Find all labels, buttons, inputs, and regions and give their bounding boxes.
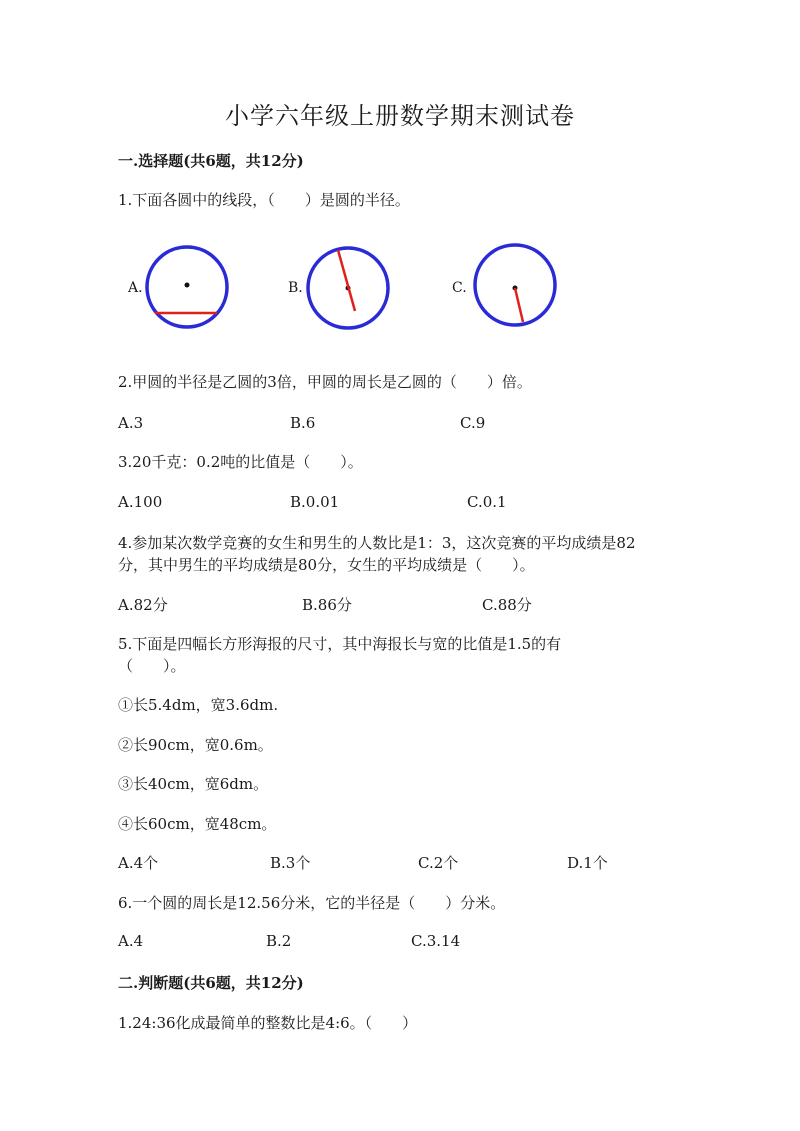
center-dot-a: [185, 283, 190, 288]
question-6: 6.一个圆的周长是12.56分米，它的半径是（ ）分米。: [118, 894, 506, 912]
segment-c-radius: [515, 288, 523, 322]
q4-option-c[interactable]: C.88分: [482, 596, 532, 614]
q6-option-b[interactable]: B.2: [266, 932, 292, 950]
figure-a: [147, 247, 227, 327]
figure-label-a: A.: [128, 280, 143, 296]
q5-option-b[interactable]: B.3个: [270, 854, 311, 872]
judge-question-1: 1.24:36化成最简单的整数比是4:6。（ ）: [118, 1014, 418, 1032]
q5-option-d[interactable]: D.1个: [567, 854, 608, 872]
q3-option-a[interactable]: A.100: [118, 493, 163, 511]
q2-option-a[interactable]: A.3: [118, 414, 144, 432]
question-5-line-2: （ ）。: [118, 657, 186, 675]
q2-option-b[interactable]: B.6: [290, 414, 316, 432]
question-4-line-1: 4.参加某次数学竞赛的女生和男生的人数比是1：3，这次竞赛的平均成绩是82: [118, 534, 636, 552]
q4-option-a[interactable]: A.82分: [118, 596, 168, 614]
q5-item-1: ①长5.4dm，宽3.6dm.: [118, 696, 279, 714]
q3-option-b[interactable]: B.0.01: [290, 493, 340, 511]
q5-item-3: ③长40cm，宽6dm。: [118, 775, 269, 793]
section-heading-judge: 二.判断题(共6题，共12分): [118, 974, 304, 992]
q5-option-a[interactable]: A.4个: [118, 854, 159, 872]
q5-item-4: ④长60cm，宽48cm。: [118, 815, 277, 833]
circle-c: [475, 245, 555, 325]
figure-c: [475, 245, 555, 325]
figure-b: [308, 248, 388, 328]
question-2: 2.甲圆的半径是乙圆的3倍，甲圆的周长是乙圆的（ ）倍。: [118, 373, 532, 391]
segment-b-diameter: [338, 250, 355, 311]
figure-label-c: C.: [452, 280, 467, 296]
section-heading-choice: 一.选择题(共6题，共12分): [118, 152, 304, 170]
figure-label-b: B.: [288, 280, 303, 296]
question-5-line-1: 5.下面是四幅长方形海报的尺寸，其中海报长与宽的比值是1.5的有: [118, 635, 562, 653]
q5-option-c[interactable]: C.2个: [418, 854, 459, 872]
question-3: 3.20千克：0.2吨的比值是（ ）。: [118, 453, 363, 471]
q5-item-2: ②长90cm，宽0.6m。: [118, 736, 273, 754]
question-4-line-2: 分，其中男生的平均成绩是80分，女生的平均成绩是（ ）。: [118, 556, 535, 574]
q2-option-c[interactable]: C.9: [460, 414, 486, 432]
question-1: 1.下面各圆中的线段，（ ）是圆的半径。: [118, 191, 410, 209]
q3-option-c[interactable]: C.0.1: [467, 493, 507, 511]
q6-option-a[interactable]: A.4: [118, 932, 144, 950]
page-title: 小学六年级上册数学期末测试卷: [225, 102, 575, 130]
q6-option-c[interactable]: C.3.14: [411, 932, 461, 950]
q4-option-b[interactable]: B.86分: [302, 596, 352, 614]
